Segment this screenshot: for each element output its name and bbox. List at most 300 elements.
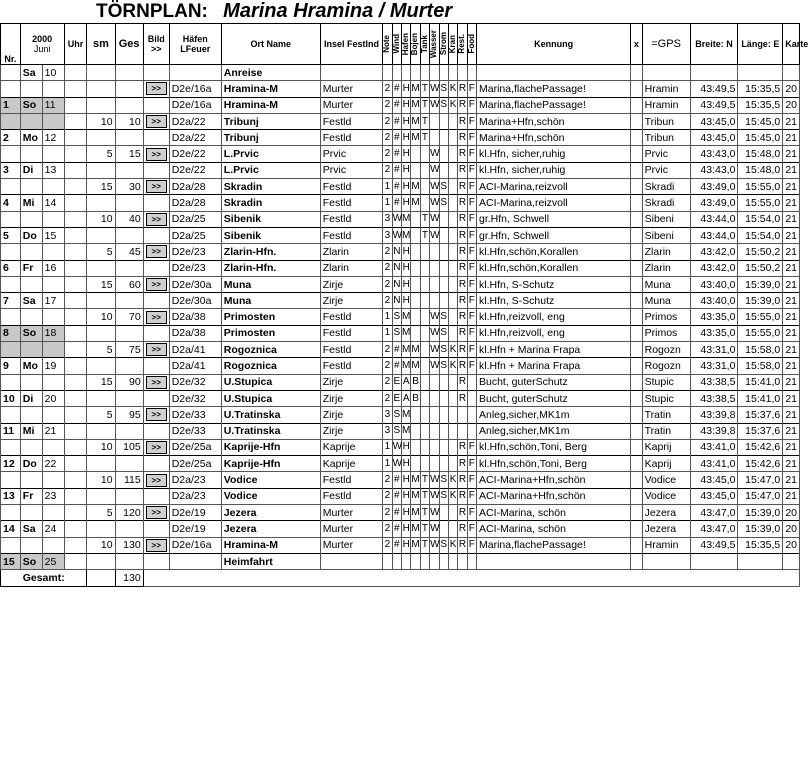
row-nr: 14 <box>1 521 21 537</box>
row-nr <box>1 407 21 423</box>
row-ges <box>115 130 143 146</box>
table-row <box>1 260 800 276</box>
bild-button[interactable]: >> <box>146 148 167 161</box>
row-flag: H <box>402 179 411 195</box>
row-flag: R <box>458 488 467 504</box>
row-day: 16 <box>42 260 64 276</box>
row-flag: R <box>458 472 467 488</box>
row-ort: Sibenik <box>221 211 320 227</box>
row-ges: 40 <box>115 211 143 227</box>
header-flag-note <box>383 24 392 65</box>
row-breite: 43:39,8 <box>690 423 738 439</box>
bild-button[interactable]: >> <box>146 115 167 128</box>
row-weekday <box>20 374 42 390</box>
row-flag <box>430 456 439 472</box>
row-flag: H <box>402 537 411 553</box>
bild-button[interactable]: >> <box>146 82 167 95</box>
bild-button[interactable]: >> <box>146 180 167 193</box>
row-flag <box>448 113 457 129</box>
table-row <box>1 521 800 537</box>
row-laenge: 15:39,0 <box>738 505 783 521</box>
row-flag: F <box>467 472 476 488</box>
row-ges: 60 <box>115 276 143 292</box>
bild-button[interactable]: >> <box>146 213 167 226</box>
title-sub: Marina Hramina / Murter <box>223 0 453 22</box>
table-row <box>1 537 800 553</box>
row-flag <box>420 358 429 374</box>
row-insel: Festld <box>320 211 383 227</box>
row-gps <box>642 553 690 569</box>
row-bild <box>143 505 169 521</box>
row-flag <box>448 211 457 227</box>
row-flag: F <box>467 456 476 472</box>
row-breite: 43:35,0 <box>690 325 738 341</box>
row-weekday: Sa <box>20 65 42 81</box>
row-laenge: 15:55,0 <box>738 195 783 211</box>
header-flag-label: Wind <box>391 34 401 54</box>
row-insel: Festld <box>320 130 383 146</box>
row-flag: H <box>402 162 411 178</box>
row-flag: W <box>430 162 439 178</box>
row-weekday <box>20 113 42 129</box>
row-karte: 21 <box>783 407 800 423</box>
row-flag <box>439 439 448 455</box>
row-karte: 20 <box>783 97 800 113</box>
row-hafen: D2e/19 <box>169 521 221 537</box>
bild-button[interactable]: >> <box>146 474 167 487</box>
row-nr <box>1 276 21 292</box>
row-flag <box>411 407 420 423</box>
row-flag: 2 <box>383 81 392 97</box>
row-ges <box>115 390 143 406</box>
row-flag: B <box>411 390 420 406</box>
bild-button[interactable]: >> <box>146 311 167 324</box>
row-flag: F <box>467 309 476 325</box>
row-sm <box>87 195 115 211</box>
row-flag: M <box>411 505 420 521</box>
row-flag: W <box>392 211 401 227</box>
row-flag: S <box>439 358 448 374</box>
row-flag: W <box>430 537 439 553</box>
row-flag: 2 <box>383 244 392 260</box>
row-nr: 2 <box>1 130 21 146</box>
row-flag: R <box>458 521 467 537</box>
row-flag: 2 <box>383 537 392 553</box>
row-hafen: D2a/41 <box>169 358 221 374</box>
row-day <box>42 505 64 521</box>
bild-button[interactable]: >> <box>146 408 167 421</box>
row-ort: Sibenik <box>221 227 320 243</box>
row-flag: S <box>392 325 401 341</box>
row-ges <box>115 521 143 537</box>
row-weekday: Mo <box>20 130 42 146</box>
row-ges <box>115 97 143 113</box>
row-x <box>631 146 642 162</box>
bild-button[interactable]: >> <box>146 506 167 519</box>
row-flag: H <box>402 130 411 146</box>
row-nr <box>1 81 21 97</box>
row-x <box>631 244 642 260</box>
row-laenge <box>738 553 783 569</box>
row-flag <box>458 65 467 81</box>
row-hafen <box>169 65 221 81</box>
row-ges <box>115 65 143 81</box>
row-flag <box>430 407 439 423</box>
row-flag <box>420 276 429 292</box>
row-bild <box>143 130 169 146</box>
row-day <box>42 342 64 358</box>
row-bild <box>143 472 169 488</box>
row-flag <box>402 65 411 81</box>
header-flag-wasser <box>430 24 439 65</box>
row-gps: Skradi <box>642 195 690 211</box>
row-flag: R <box>458 195 467 211</box>
row-flag: K <box>448 97 457 113</box>
row-insel: Festld <box>320 309 383 325</box>
row-uhr <box>64 81 87 97</box>
row-laenge: 15:41,0 <box>738 374 783 390</box>
row-bild <box>143 97 169 113</box>
row-ges: 45 <box>115 244 143 260</box>
row-flag <box>402 553 411 569</box>
row-flag: R <box>458 146 467 162</box>
row-hafen: D2a/38 <box>169 309 221 325</box>
tornplan-table <box>0 23 808 587</box>
row-nr: 10 <box>1 390 21 406</box>
row-kennung: Marina+Hfn,schön <box>477 130 631 146</box>
row-insel <box>320 553 383 569</box>
row-kennung: kl.Hfn, sicher,ruhig <box>477 146 631 162</box>
row-flag <box>439 521 448 537</box>
row-day <box>42 113 64 129</box>
row-insel: Festld <box>320 113 383 129</box>
bild-button[interactable]: >> <box>146 376 167 389</box>
row-karte: 20 <box>783 505 800 521</box>
row-x <box>631 537 642 553</box>
row-breite: 43:38,5 <box>690 374 738 390</box>
row-x <box>631 521 642 537</box>
row-flag: E <box>392 390 401 406</box>
row-flag <box>448 195 457 211</box>
row-flag: 2 <box>383 390 392 406</box>
row-hafen: D2e/25a <box>169 439 221 455</box>
header-kennung: Kennung <box>477 24 631 65</box>
row-flag: 2 <box>383 113 392 129</box>
row-breite: 43:45,0 <box>690 130 738 146</box>
row-karte: 20 <box>783 521 800 537</box>
row-uhr <box>64 505 87 521</box>
bild-button[interactable]: >> <box>146 245 167 258</box>
row-hafen: D2e/22 <box>169 146 221 162</box>
header-insel: Insel Festlnd <box>320 24 383 65</box>
row-flag <box>439 227 448 243</box>
row-flag: F <box>467 293 476 309</box>
row-sm <box>87 260 115 276</box>
row-ort: Zlarin-Hfn. <box>221 260 320 276</box>
row-kennung: Anleg,sicher,MK1m <box>477 423 631 439</box>
row-kennung: Marina,flachePassage! <box>477 81 631 97</box>
row-flag: 1 <box>383 309 392 325</box>
row-ort: Zlarin-Hfn. <box>221 244 320 260</box>
row-ort: Vodice <box>221 488 320 504</box>
row-flag <box>448 407 457 423</box>
row-breite: 43:35,0 <box>690 309 738 325</box>
row-ort: Jezera <box>221 505 320 521</box>
header-nr: Nr. <box>1 24 21 65</box>
row-uhr <box>64 456 87 472</box>
row-flag: M <box>411 342 420 358</box>
row-bild <box>143 309 169 325</box>
row-x <box>631 553 642 569</box>
row-flag <box>430 374 439 390</box>
row-flag: W <box>430 505 439 521</box>
row-bild <box>143 374 169 390</box>
row-ort: L.Prvic <box>221 162 320 178</box>
row-bild <box>143 65 169 81</box>
row-nr: 3 <box>1 162 21 178</box>
row-hafen: D2e/19 <box>169 505 221 521</box>
row-insel: Kaprije <box>320 456 383 472</box>
row-flag: R <box>458 260 467 276</box>
row-flag: # <box>392 521 401 537</box>
row-uhr <box>64 227 87 243</box>
row-karte: 21 <box>783 472 800 488</box>
row-kennung: Marina+Hfn,schön <box>477 113 631 129</box>
row-sm: 10 <box>87 309 115 325</box>
header-flag-food <box>467 24 476 65</box>
row-nr <box>1 342 21 358</box>
row-breite: 43:38,5 <box>690 390 738 406</box>
row-flag <box>411 146 420 162</box>
row-flag: M <box>411 488 420 504</box>
row-bild <box>143 537 169 553</box>
row-flag: R <box>458 81 467 97</box>
header-flag-bojen <box>411 24 420 65</box>
row-insel: Prvic <box>320 162 383 178</box>
row-nr <box>1 439 21 455</box>
row-gps: Zlarin <box>642 260 690 276</box>
row-sm <box>87 65 115 81</box>
row-flag <box>411 65 420 81</box>
row-nr <box>1 65 21 81</box>
row-ort: U.Stupica <box>221 390 320 406</box>
row-kennung: kl.Hfn,schön,Toni, Berg <box>477 456 631 472</box>
row-kennung: ACI-Marina+Hfn,schön <box>477 472 631 488</box>
row-flag: S <box>439 309 448 325</box>
row-karte: 20 <box>783 537 800 553</box>
row-ort: Heimfahrt <box>221 553 320 569</box>
row-flag <box>430 553 439 569</box>
total-row <box>1 570 800 586</box>
row-flag: F <box>467 358 476 374</box>
row-flag: W <box>430 179 439 195</box>
table-row <box>1 211 800 227</box>
row-flag <box>448 374 457 390</box>
row-flag: R <box>458 309 467 325</box>
row-ort: Skradin <box>221 195 320 211</box>
row-ges <box>115 456 143 472</box>
row-ges: 15 <box>115 146 143 162</box>
row-laenge: 15:47,0 <box>738 488 783 504</box>
row-breite: 43:45,0 <box>690 472 738 488</box>
row-uhr <box>64 211 87 227</box>
row-gps: Kaprij <box>642 439 690 455</box>
row-weekday: Sa <box>20 293 42 309</box>
table-row <box>1 130 800 146</box>
header-flag-label: Strom <box>438 32 448 56</box>
row-flag: N <box>392 293 401 309</box>
row-karte: 21 <box>783 244 800 260</box>
row-nr: 7 <box>1 293 21 309</box>
row-uhr <box>64 293 87 309</box>
row-x <box>631 113 642 129</box>
row-flag <box>430 276 439 292</box>
row-flag <box>439 211 448 227</box>
row-day: 21 <box>42 423 64 439</box>
row-weekday <box>20 276 42 292</box>
table-row <box>1 505 800 521</box>
row-day: 12 <box>42 130 64 146</box>
row-nr <box>1 309 21 325</box>
row-bild <box>143 146 169 162</box>
row-kennung: kl.Hfn,reizvoll, eng <box>477 325 631 341</box>
row-bild <box>143 325 169 341</box>
row-flag <box>430 65 439 81</box>
row-breite: 43:45,0 <box>690 113 738 129</box>
row-uhr <box>64 390 87 406</box>
row-insel: Murter <box>320 521 383 537</box>
row-weekday <box>20 439 42 455</box>
row-x <box>631 65 642 81</box>
row-breite: 43:44,0 <box>690 211 738 227</box>
row-day <box>42 179 64 195</box>
row-bild <box>143 260 169 276</box>
row-flag: T <box>420 227 429 243</box>
bild-button[interactable]: >> <box>146 343 167 356</box>
row-flag: R <box>458 505 467 521</box>
row-laenge: 15:55,0 <box>738 179 783 195</box>
row-nr: 15 <box>1 553 21 569</box>
row-insel: Zirje <box>320 390 383 406</box>
row-flag <box>420 65 429 81</box>
row-flag <box>448 227 457 243</box>
row-bild <box>143 211 169 227</box>
row-laenge: 15:50,2 <box>738 244 783 260</box>
row-ges: 105 <box>115 439 143 455</box>
row-kennung: gr.Hfn, Schwell <box>477 211 631 227</box>
row-ges <box>115 358 143 374</box>
row-breite: 43:49,0 <box>690 195 738 211</box>
row-weekday <box>20 146 42 162</box>
row-karte: 21 <box>783 195 800 211</box>
row-karte: 21 <box>783 276 800 292</box>
row-hafen: D2e/30a <box>169 276 221 292</box>
row-uhr <box>64 113 87 129</box>
row-flag <box>448 456 457 472</box>
table-row <box>1 113 800 129</box>
row-laenge: 15:54,0 <box>738 227 783 243</box>
row-flag <box>458 407 467 423</box>
row-flag: T <box>420 537 429 553</box>
page-title <box>96 0 452 24</box>
row-sm <box>87 358 115 374</box>
row-flag: W <box>430 97 439 113</box>
row-flag <box>411 260 420 276</box>
row-ort: Hramina-M <box>221 97 320 113</box>
row-flag: 2 <box>383 97 392 113</box>
row-flag: M <box>402 211 411 227</box>
row-flag <box>430 423 439 439</box>
row-bild <box>143 553 169 569</box>
row-nr: 12 <box>1 456 21 472</box>
row-uhr <box>64 423 87 439</box>
row-flag: T <box>420 97 429 113</box>
row-uhr <box>64 325 87 341</box>
row-kennung: Anleg,sicher,MK1m <box>477 407 631 423</box>
bild-button[interactable]: >> <box>146 539 167 552</box>
row-hafen: D2a/25 <box>169 227 221 243</box>
row-ort: Rogoznica <box>221 342 320 358</box>
row-flag <box>420 260 429 276</box>
row-sm: 5 <box>87 342 115 358</box>
row-flag: 2 <box>383 260 392 276</box>
row-x <box>631 81 642 97</box>
row-flag <box>430 439 439 455</box>
row-flag: T <box>420 113 429 129</box>
row-uhr <box>64 488 87 504</box>
row-hafen: D2e/16a <box>169 97 221 113</box>
row-kennung: Bucht, guterSchutz <box>477 374 631 390</box>
bild-button[interactable]: >> <box>146 441 167 454</box>
row-x <box>631 325 642 341</box>
row-flag: M <box>402 407 411 423</box>
row-flag: R <box>458 325 467 341</box>
total-value: 130 <box>115 570 143 586</box>
row-laenge: 15:42,6 <box>738 456 783 472</box>
row-insel: Festld <box>320 195 383 211</box>
row-flag <box>448 65 457 81</box>
row-sm <box>87 81 115 97</box>
row-insel <box>320 65 383 81</box>
row-flag: # <box>392 537 401 553</box>
row-insel: Zlarin <box>320 260 383 276</box>
row-breite: 43:43,0 <box>690 162 738 178</box>
row-flag: S <box>439 472 448 488</box>
row-bild <box>143 521 169 537</box>
header-ges: Ges <box>115 24 143 65</box>
row-laenge: 15:55,0 <box>738 325 783 341</box>
row-breite: 43:40,0 <box>690 293 738 309</box>
row-flag: S <box>439 81 448 97</box>
row-flag <box>411 553 420 569</box>
row-weekday: Mi <box>20 195 42 211</box>
row-karte: 21 <box>783 309 800 325</box>
row-flag <box>448 521 457 537</box>
title-main: TÖRNPLAN: <box>96 1 208 22</box>
row-flag: F <box>467 488 476 504</box>
row-weekday <box>20 342 42 358</box>
row-kennung: kl.Hfn, S-Schutz <box>477 293 631 309</box>
row-day <box>42 81 64 97</box>
row-flag <box>411 439 420 455</box>
row-flag: F <box>467 244 476 260</box>
row-flag: K <box>448 472 457 488</box>
bild-button[interactable]: >> <box>146 278 167 291</box>
row-flag <box>420 390 429 406</box>
row-breite: 43:39,8 <box>690 407 738 423</box>
row-day: 20 <box>42 390 64 406</box>
row-karte: 21 <box>783 227 800 243</box>
